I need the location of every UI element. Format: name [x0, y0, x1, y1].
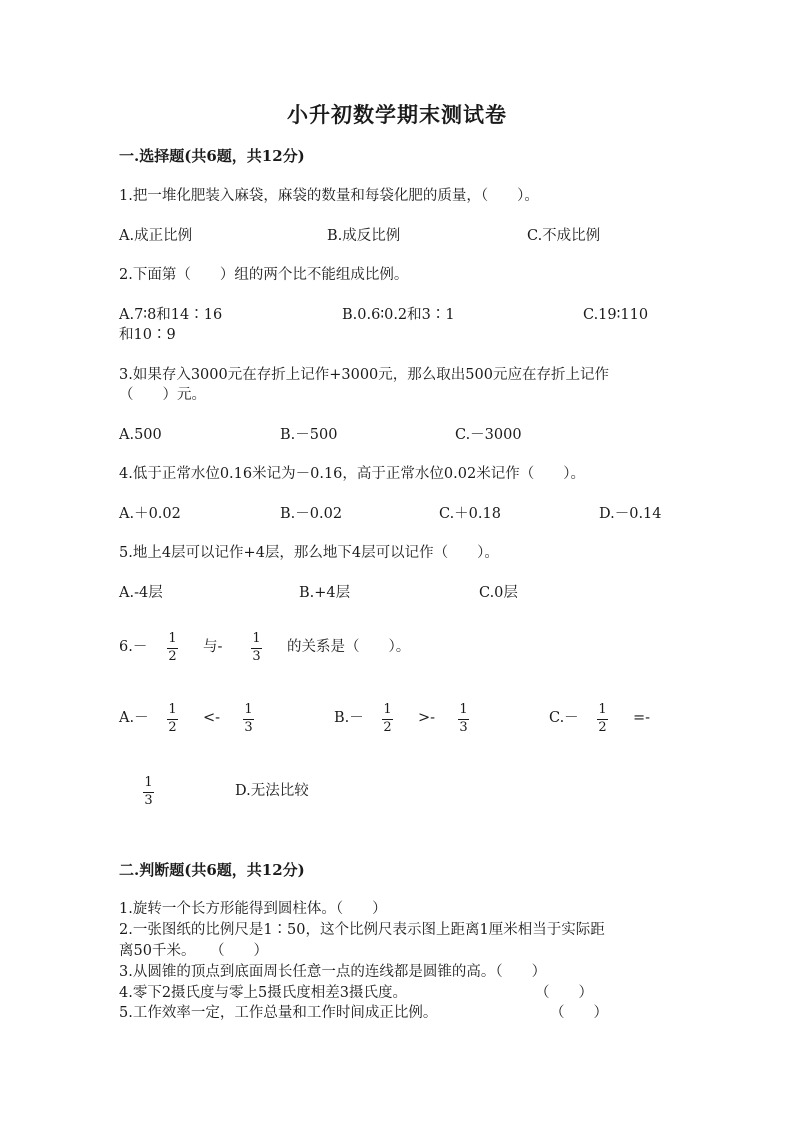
q1-option-a: A.成正比例: [119, 228, 193, 244]
fraction-one-third: [251, 632, 262, 664]
fraction-numerator: 1: [383, 702, 392, 717]
q1-option-b: B.成反比例: [327, 228, 401, 244]
section-heading-choice: 一.选择题(共6题，共12分): [119, 147, 305, 165]
judgement-item-5: 5.工作效率一定，工作总量和工作时间成正比例。: [119, 1005, 438, 1021]
question-4-stem: 4.低于正常水位0.16米记为－0.16，高于正常水位0.02米记作（ ）。: [119, 466, 585, 482]
page-title: 小升初数学期末测试卷: [287, 102, 507, 127]
q2-option-c-continued: 和10∶9: [119, 327, 176, 343]
fraction-one-half: [167, 703, 178, 735]
question-6-mid: 与-: [203, 639, 223, 655]
question-6-suffix: 的关系是（ ）。: [287, 639, 411, 655]
q6-option-a-operator: <-: [203, 710, 221, 726]
fraction-denominator: 2: [168, 649, 177, 664]
q6-option-b-operator: >-: [418, 710, 436, 726]
q5-option-c: C.0层: [479, 585, 518, 601]
judgement-item-4: 4.零下2摄氏度与零上5摄氏度相差3摄氏度。: [119, 985, 408, 1001]
fraction-one-third: [458, 703, 469, 735]
fraction-numerator: 1: [144, 775, 153, 790]
q3-option-a: A.500: [119, 427, 162, 443]
judgement-item-4-blank: （ ）: [535, 985, 593, 1001]
q2-option-b: B.0.6∶0.2和3∶1: [342, 307, 455, 323]
q4-option-c: C.＋0.18: [439, 506, 501, 522]
fraction-one-half: [382, 703, 393, 735]
fraction-numerator: 1: [252, 631, 261, 646]
q6-option-c-operator: =-: [633, 710, 651, 726]
fraction-numerator: 1: [244, 702, 253, 717]
q4-option-d: D.－0.14: [599, 506, 662, 522]
section-heading-judgement: 二.判断题(共6题，共12分): [119, 861, 305, 879]
fraction-numerator: 1: [459, 702, 468, 717]
fraction-denominator: 3: [459, 720, 468, 735]
q3-option-b: B.－500: [280, 427, 338, 443]
fraction-numerator: 1: [168, 702, 177, 717]
judgement-item-5-blank: （ ）: [550, 1005, 608, 1021]
q6-option-b-prefix: B.－: [334, 710, 364, 726]
q2-option-c: C.19∶110: [583, 307, 649, 323]
fraction-denominator: 3: [244, 720, 253, 735]
q4-option-b: B.－0.02: [280, 506, 343, 522]
question-3-stem-continued: （ ）元。: [119, 387, 206, 403]
q5-option-a: A.-4层: [119, 585, 163, 601]
fraction-one-half: [167, 632, 178, 664]
fraction-denominator: 3: [144, 793, 153, 808]
question-6-prefix: 6.－: [119, 639, 148, 655]
question-5-stem: 5.地上4层可以记作+4层，那么地下4层可以记作（ ）。: [119, 545, 499, 561]
question-1-stem: 1.把一堆化肥装入麻袋，麻袋的数量和每袋化肥的质量，（ ）。: [119, 188, 539, 204]
fraction-one-half: [597, 703, 608, 735]
q2-option-a: A.7∶8和14∶16: [119, 307, 223, 323]
fraction-one-third: [143, 776, 154, 808]
fraction-denominator: 2: [168, 720, 177, 735]
fraction-denominator: 2: [598, 720, 607, 735]
question-2-stem: 2.下面第（ ）组的两个比不能组成比例。: [119, 267, 409, 283]
judgement-item-1: 1.旋转一个长方形能得到圆柱体。（ ）: [119, 901, 387, 917]
q1-option-c: C.不成比例: [527, 228, 601, 244]
fraction-one-third: [243, 703, 254, 735]
fraction-numerator: 1: [598, 702, 607, 717]
judgement-item-3: 3.从圆锥的顶点到底面周长任意一点的连线都是圆锥的高。（ ）: [119, 964, 547, 980]
fraction-denominator: 2: [383, 720, 392, 735]
q3-option-c: C.－3000: [455, 427, 522, 443]
q6-option-d: D.无法比较: [235, 783, 309, 799]
judgement-item-2: 2.一张图纸的比例尺是1∶50，这个比例尺表示图上距离1厘米相当于实际距: [119, 922, 605, 938]
q5-option-b: B.+4层: [299, 585, 351, 601]
q6-option-c-prefix: C.－: [549, 710, 579, 726]
question-3-stem: 3.如果存入3000元在存折上记作+3000元，那么取出500元应在存折上记作: [119, 367, 609, 383]
fraction-numerator: 1: [168, 631, 177, 646]
q4-option-a: A.＋0.02: [119, 506, 181, 522]
judgement-item-2-continued: 离50千米。 （ ）: [119, 943, 268, 959]
q6-option-a-prefix: A.－: [119, 710, 149, 726]
fraction-denominator: 3: [252, 649, 261, 664]
